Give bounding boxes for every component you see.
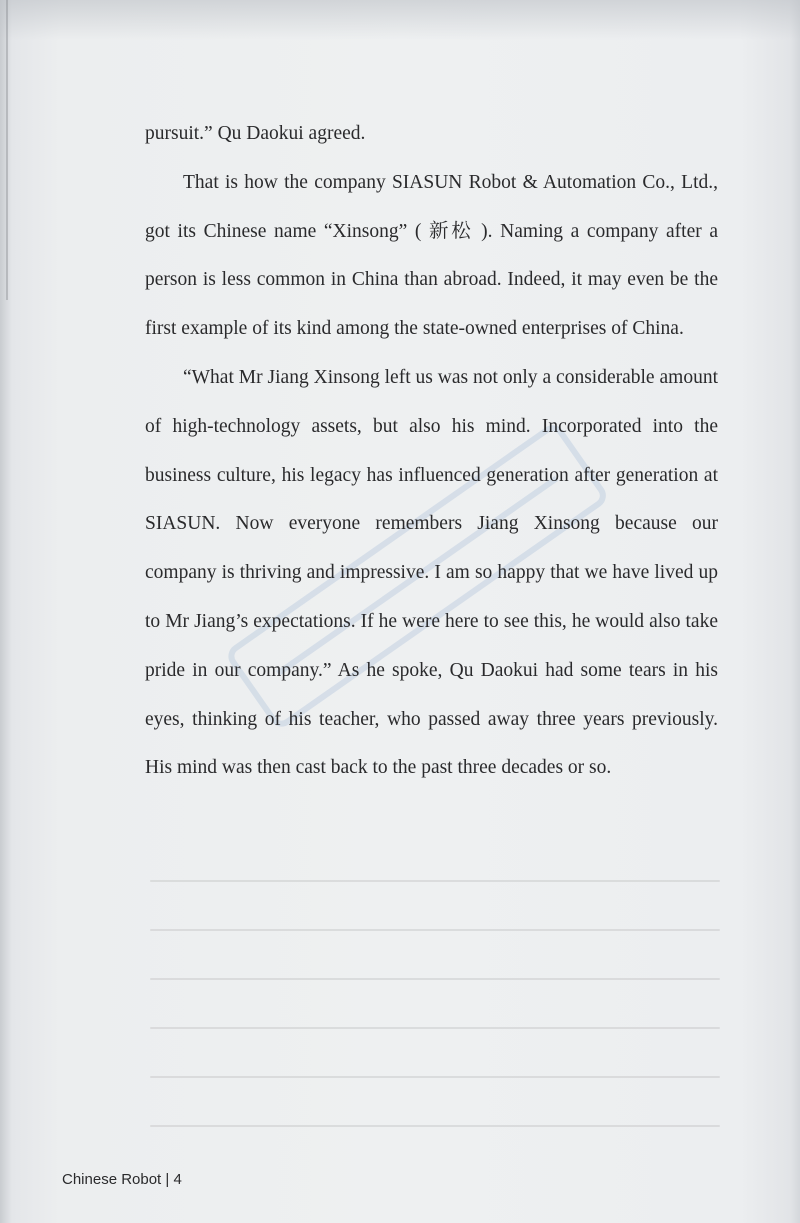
body-text — [145, 110, 718, 793]
page-footer: Chinese Robot | 4 — [62, 1171, 182, 1188]
show-through-lines — [150, 880, 720, 1150]
paragraph-3: “What Mr Jiang Xinsong left us was not only a considerable amount of high-technology assets, but also his mind. Incorporated into the business culture, his legacy has influenced generation after generation at SIASUN. Now everyone remembers Jiang Xinsong because our company is thriving and impressive. I am so happy that we have lived up to Mr Jiang’s expectations. If he were here to see this, he would also take pride in our company.” As he spoke, Qu Daokui had some tears in his eyes, thinking of his teacher, who passed away three years previously. His mind was then cast back to the past three decades or so. — [145, 366, 718, 779]
paragraph-2: That is how the company SIASUN Robot & Automation Co., Ltd., got its Chinese name “Xinsong” ( 新松 ). Naming a company after a person is less common in China than abroad. Indeed, it may even be the first example of its kind among the state-owned enterprises of China. — [145, 171, 718, 340]
page-top-shadow — [0, 0, 800, 40]
spine-edge — [6, 0, 8, 300]
paragraph-1: pursuit.” Qu Daokui agreed. — [145, 123, 366, 144]
